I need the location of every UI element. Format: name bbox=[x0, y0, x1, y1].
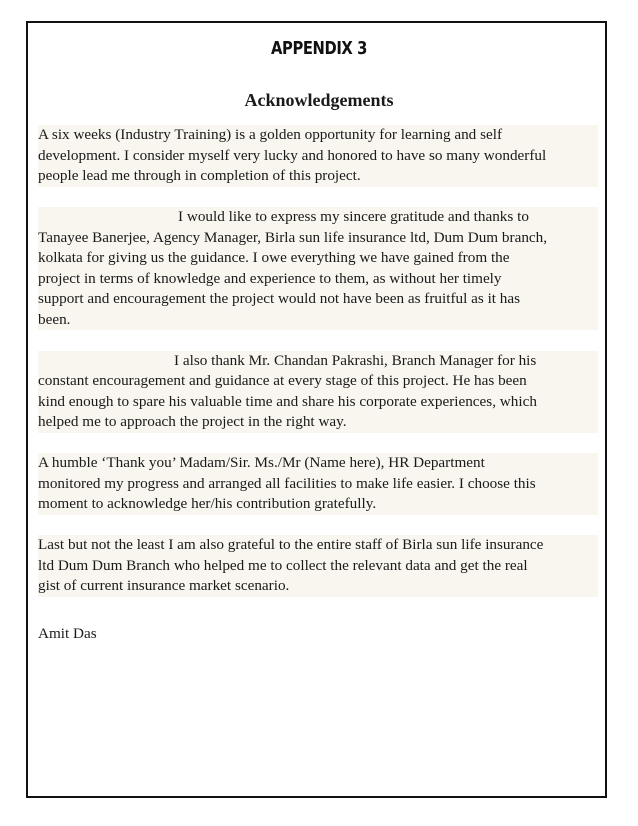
signature-name: Amit Das bbox=[38, 625, 97, 642]
text-line: I also thank Mr. Chandan Pakrashi, Branch Manager for his bbox=[38, 351, 598, 372]
paragraph-branch-manager bbox=[38, 351, 598, 433]
acknowledgement-body bbox=[38, 125, 598, 617]
appendix-heading: APPENDIX 3 bbox=[271, 38, 367, 59]
text-line: I would like to express my sincere gratitude and thanks to bbox=[38, 207, 598, 228]
text-line: project in terms of knowledge and experience to them, as without her timely bbox=[38, 269, 598, 290]
paragraph-gratitude bbox=[38, 207, 598, 330]
text-line: Last but not the least I am also grateful to the entire staff of Birla sun life insurance bbox=[38, 535, 598, 556]
text-line: been. bbox=[38, 310, 598, 331]
text-line: Tanayee Banerjee, Agency Manager, Birla sun life insurance ltd, Dum Dum branch, bbox=[38, 228, 598, 249]
text-line: monitored my progress and arranged all facilities to make life easier. I choose this bbox=[38, 474, 598, 495]
text-line: development. I consider myself very lucky and honored to have so many wonderful bbox=[38, 146, 598, 167]
text-line: moment to acknowledge her/his contribution gratefully. bbox=[38, 494, 598, 515]
text-line: constant encouragement and guidance at every stage of this project. He has been bbox=[38, 371, 598, 392]
text-line: ltd Dum Dum Branch who helped me to collect the relevant data and get the real bbox=[38, 556, 598, 577]
text-line: A humble ‘Thank you’ Madam/Sir. Ms./Mr (Name here), HR Department bbox=[38, 453, 598, 474]
text-line: A six weeks (Industry Training) is a golden opportunity for learning and self bbox=[38, 125, 598, 146]
paragraph-intro bbox=[38, 125, 598, 187]
text-line: kolkata for giving us the guidance. I owe everything we have gained from the bbox=[38, 248, 598, 269]
text-line: people lead me through in completion of this project. bbox=[38, 166, 598, 187]
paragraph-hr bbox=[38, 453, 598, 515]
text-line: gist of current insurance market scenario. bbox=[38, 576, 598, 597]
text-line: support and encouragement the project would not have been as fruitful as it has bbox=[38, 289, 598, 310]
section-title: Acknowledgements bbox=[244, 90, 394, 110]
text-line: kind enough to spare his valuable time and share his corporate experiences, which bbox=[38, 392, 598, 413]
text-line: helped me to approach the project in the right way. bbox=[38, 412, 598, 433]
paragraph-staff bbox=[38, 535, 598, 597]
